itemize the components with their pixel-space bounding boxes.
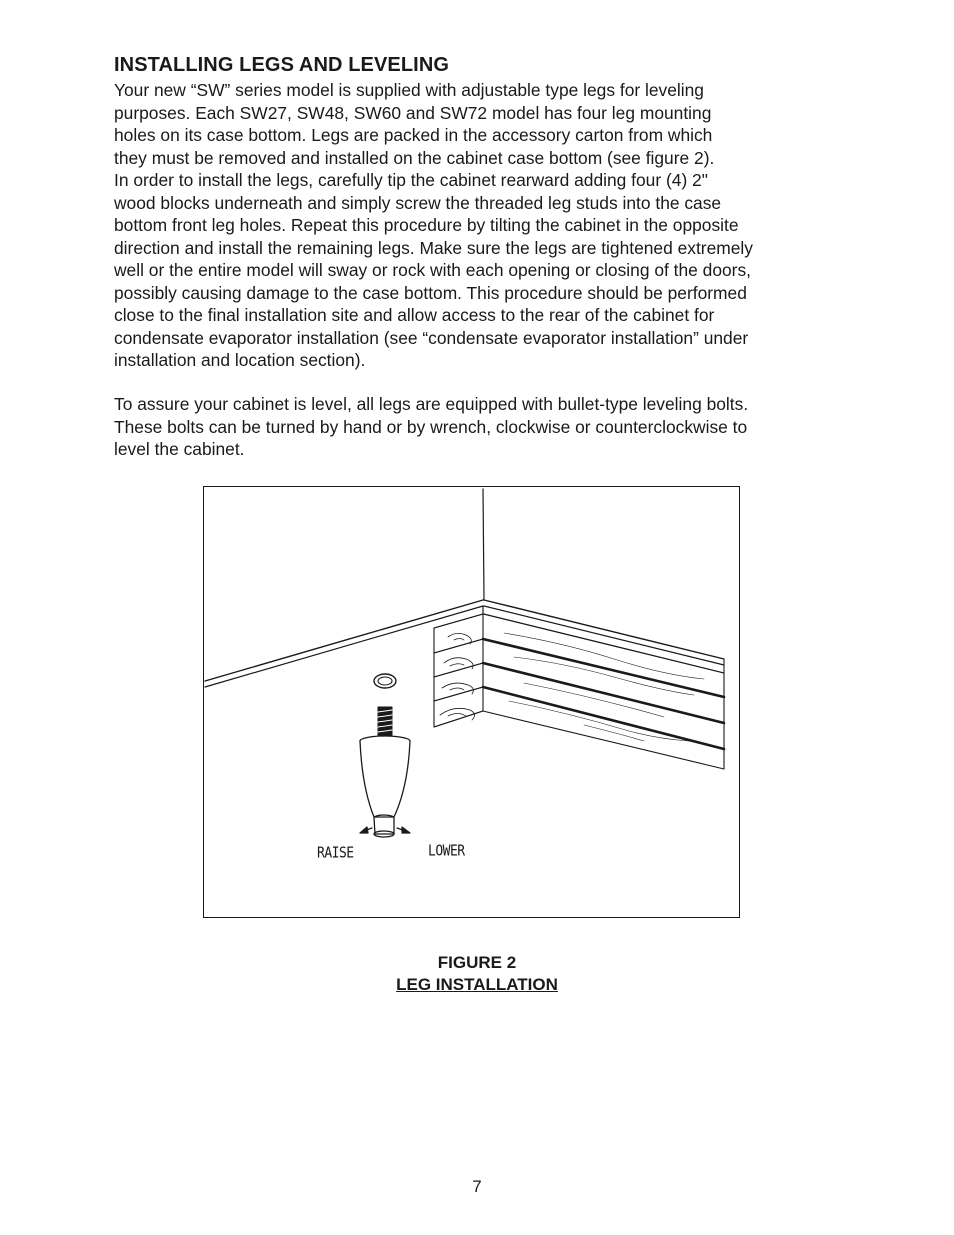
section-heading: INSTALLING LEGS AND LEVELING	[114, 54, 450, 76]
case-bottom-right-edge	[484, 600, 724, 659]
figure-number: FIGURE 2	[437, 953, 517, 972]
body-paragraph-legs: Your new “SW” series model is supplied with adjustable type legs for leveling purposes. Each SW27, SW48, SW60 and SW72 model has four leg mounting holes on its case bottom. Legs are packed in the accessory carton from which they must be removed and installed on the cabinet case bottom (see figure 2). In order to install the legs, carefully tip the cabinet rearward adding four (4) 2" wood blocks underneath and simply screw the threaded leg studs into the case bottom front leg holes. Repeat this procedure by tilting the cabinet in the opposite direction and install the remaining legs. Make sure the legs are tightened extremely well or the entire model will sway or rock with each opening or closing of the doors, possibly causing damage to the case bottom. This procedure should be performed close to the final installation site and allow access to the rear of the cabinet for condensate evaporator installation (see “condensate evaporator installation” under installation and location section).	[114, 80, 753, 370]
figure-leg-installation	[203, 486, 740, 918]
page-number: 7	[472, 1177, 482, 1196]
figure-title	[0, 975, 954, 995]
case-bottom-left-edge	[205, 600, 483, 681]
leg-installation-illustration	[204, 487, 738, 916]
raise-label: RAISE	[317, 844, 354, 863]
wood-blocks	[434, 614, 724, 769]
leg-mounting-hole	[374, 674, 396, 688]
figure-title-text: LEG INSTALLATION	[396, 975, 558, 994]
body-paragraph-leveling: To assure your cabinet is level, all legs are equipped with bullet-type leveling bolts. These bolts can be turned by hand or by wrench, clockwise or counterclockwise to level the cabinet.	[114, 394, 749, 459]
adjustable-leg	[360, 736, 410, 837]
lower-label: LOWER	[428, 842, 465, 861]
cabinet-corner-line	[483, 489, 484, 600]
threaded-stud	[378, 707, 392, 737]
